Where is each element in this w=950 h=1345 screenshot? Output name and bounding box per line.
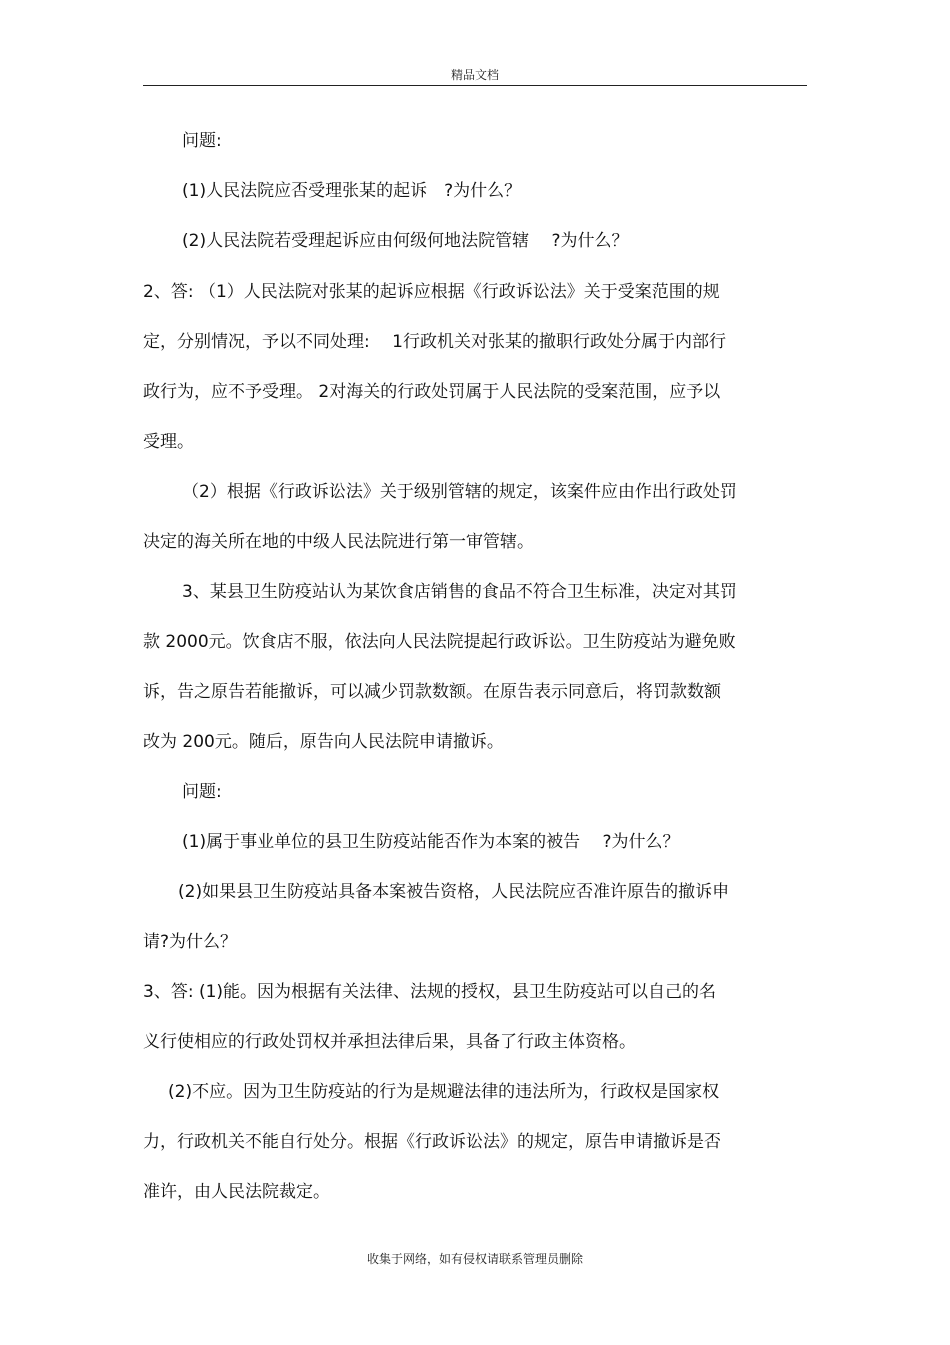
body-line: (2)如果县卫生防疫站具备本案被告资格，人民法院应否准许原告的撤诉申 [178, 882, 730, 902]
body-line: (2)不应。因为卫生防疫站的行为是规避法律的违法所为，行政权是国家权 [168, 1082, 720, 1102]
body-line: 受理。 [143, 432, 194, 452]
body-line-question-label: 问题: [182, 131, 222, 151]
body-line: 准许，由人民法院裁定。 [143, 1182, 330, 1202]
body-line: 2、答: （1）人民法院对张某的起诉应根据《行政诉讼法》关于受案范围的规 [143, 282, 720, 302]
body-line: 政行为，应不予受理。 2对海关的行政处罚属于人民法院的受案范围，应予以 [143, 382, 721, 402]
body-line: （2）根据《行政诉讼法》关于级别管辖的规定，该案件应由作出行政处罚 [182, 482, 737, 502]
body-line: 决定的海关所在地的中级人民法院进行第一审管辖。 [143, 532, 534, 552]
body-line: 请?为什么？ [143, 932, 238, 952]
body-line: 改为 200元。随后，原告向人民法院申请撤诉。 [143, 732, 504, 752]
body-line: 义行使相应的行政处罚权并承担法律后果，具备了行政主体资格。 [143, 1032, 636, 1052]
page-footer-note: 收集于网络，如有侵权请联系管理员删除 [366, 1252, 583, 1266]
header-divider [143, 85, 807, 86]
body-line: 款 2000元。饮食店不服，依法向人民法院提起行政诉讼。卫生防疫站为避免败 [143, 632, 736, 652]
page-header-title: 精品文档 [450, 68, 499, 82]
body-line: 诉，告之原告若能撤诉，可以减少罚款数额。在原告表示同意后，将罚款数额 [143, 682, 721, 702]
body-line: (1)人民法院应否受理张某的起诉 ?为什么？ [182, 181, 522, 201]
body-line: 3、答: (1)能。因为根据有关法律、法规的授权，县卫生防疫站可以自己的名 [143, 982, 717, 1002]
body-line: 3、某县卫生防疫站认为某饮食店销售的食品不符合卫生标准，决定对其罚 [182, 582, 737, 602]
body-line: (2)人民法院若受理起诉应由何级何地法院管辖 ?为什么？ [182, 231, 629, 251]
body-line: 力，行政机关不能自行处分。根据《行政诉讼法》的规定，原告申请撤诉是否 [143, 1132, 721, 1152]
body-line: 定，分别情况，予以不同处理: 1行政机关对张某的撤职行政处分属于内部行 [143, 332, 726, 352]
body-line: (1)属于事业单位的县卫生防疫站能否作为本案的被告 ?为什么？ [182, 832, 680, 852]
body-line-question-label: 问题: [182, 782, 222, 802]
